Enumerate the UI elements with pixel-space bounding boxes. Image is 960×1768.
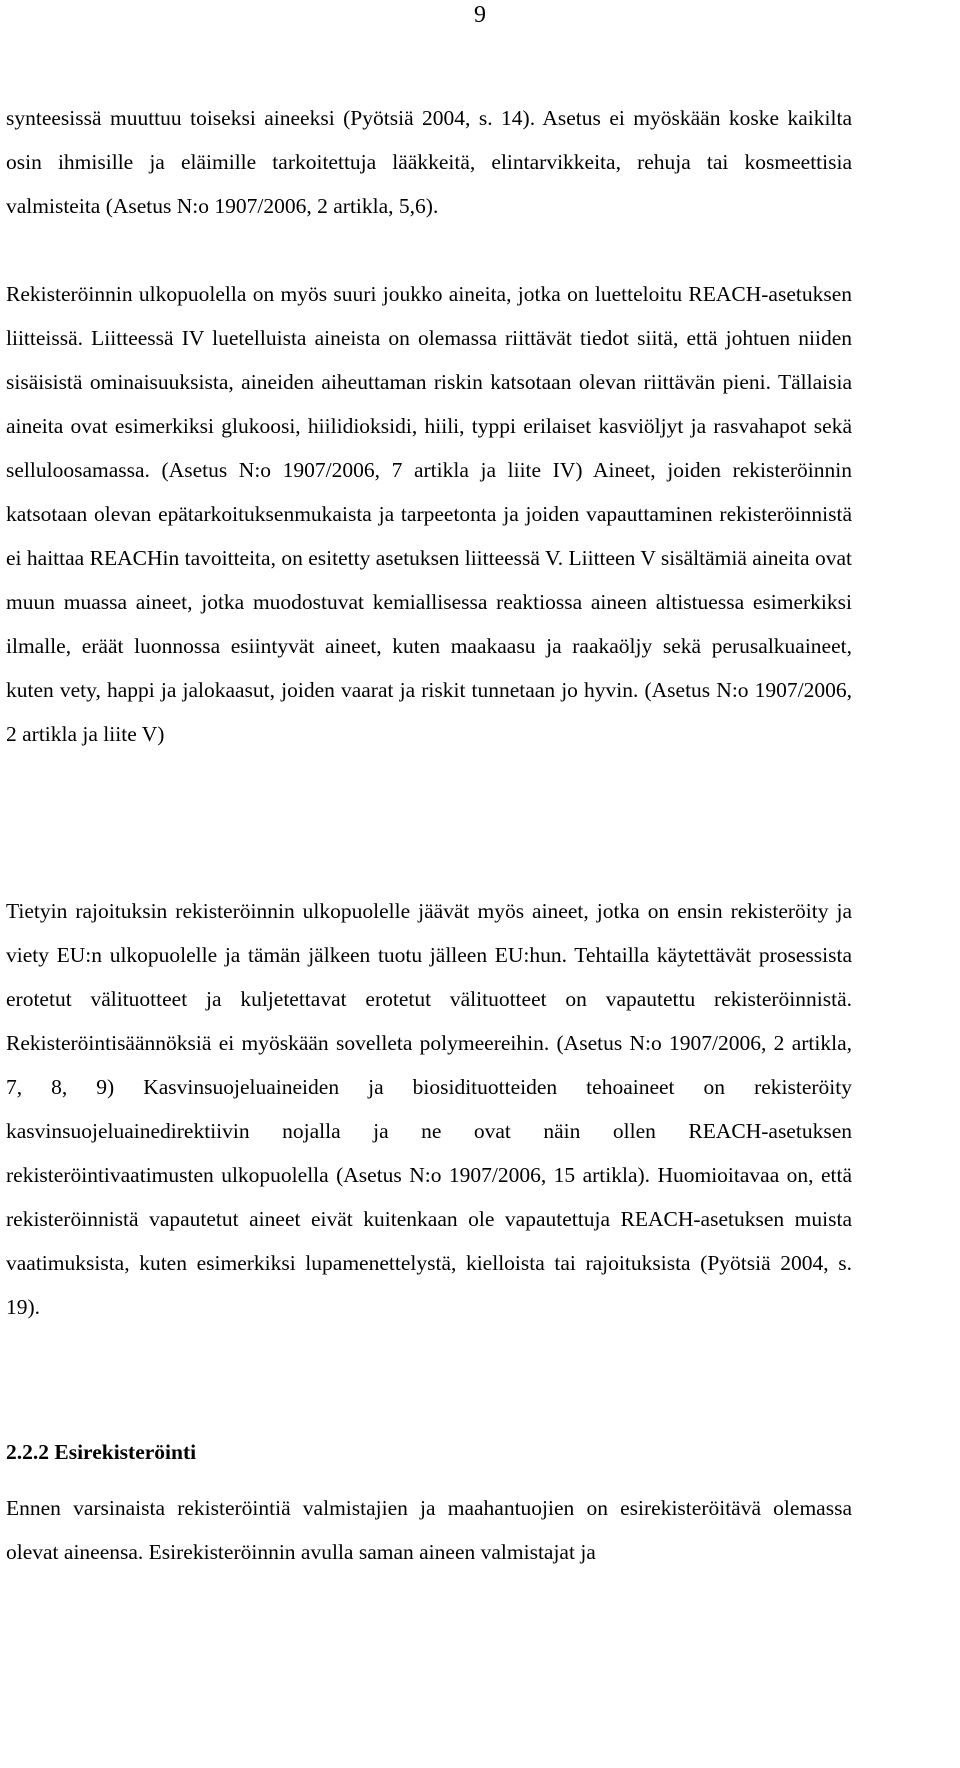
paragraph-4: Ennen varsinaista rekisteröintiä valmistajien ja maahantuojien on esirekisteröitävä olemassa olevat aineensa. Esirekisteröinnin avulla saman aineen valmistajat ja [6,1496,852,1564]
page-number: 9 [474,2,486,28]
section-heading: 2.2.2 Esirekisteröinti [6,1440,197,1464]
paragraph-1: synteesissä muuttuu toiseksi aineeksi (Pyötsiä 2004, s. 14). Asetus ei myöskään koske kaikilta osin ihmisille ja eläimille tarkoitettuja lääkkeitä, elintarvikkeita, rehuja tai kosmeettisia valmisteita (Asetus N:o 1907/2006, 2 artikla, 5,6). [6,106,852,218]
paragraph-2: Rekisteröinnin ulkopuolella on myös suuri joukko aineita, jotka on luetteloitu REACH-asetuksen liitteissä. Liitteessä IV luetelluista aineista on olemassa riittävät tiedot siitä, että johtuen niiden sisäisistä ominaisuuksista, aineiden aiheuttaman riskin katsotaan olevan riittävän pieni. Tällaisia aineita ovat esimerkiksi glukoosi, hiilidioksidi, hiili, typpi erilaiset kasviöljyt ja rasvahapot sekä selluloosamassa. (Asetus N:o 1907/2006, 7 artikla ja liite IV) Aineet, joiden rekisteröinnin katsotaan olevan epätarkoituksenmukaista ja tarpeetonta ja joiden vapauttaminen rekisteröinnistä ei haittaa REACHin tavoitteita, on esitetty asetuksen liitteessä V. Liitteen V sisältämiä aineita ovat muun muassa aineet, jotka muodostuvat kemiallisessa reaktiossa aineen altistuessa esimerkiksi ilmalle, eräät luonnossa esiintyvät aineet, kuten maakaasu ja raakaöljy sekä perusalkuaineet, kuten vety, happi ja jalokaasut, joiden vaarat ja riskit tunnetaan jo hyvin. (Asetus N:o 1907/2006, 2 artikla ja liite V) [6,282,852,746]
paragraph-3: Tietyin rajoituksin rekisteröinnin ulkopuolelle jäävät myös aineet, jotka on ensin rekisteröity ja viety EU:n ulkopuolelle ja tämän jälkeen tuotu jälleen EU:hun. Tehtailla käytettävät prosessista erotetut välituotteet ja kuljetettavat erotetut välituotteet on vapautettu rekisteröinnistä. Rekisteröintisäännöksiä ei myöskään sovelleta polymeereihin. (Asetus N:o 1907/2006, 2 artikla, 7, 8, 9) Kasvinsuojeluaineiden ja biosidituotteiden tehoaineet on rekisteröity kasvinsuojeluainedirektiivin nojalla ja ne ovat näin ollen REACH-asetuksen rekisteröintivaatimusten ulkopuolella (Asetus N:o 1907/2006, 15 artikla). Huomioitavaa on, että rekisteröinnistä vapautetut aineet eivät kuitenkaan ole vapautettuja REACH-asetuksen muista vaatimuksista, kuten esimerkiksi lupamenettelystä, kielloista tai rajoituksista (Pyötsiä 2004, s. 19). [6,899,852,1319]
